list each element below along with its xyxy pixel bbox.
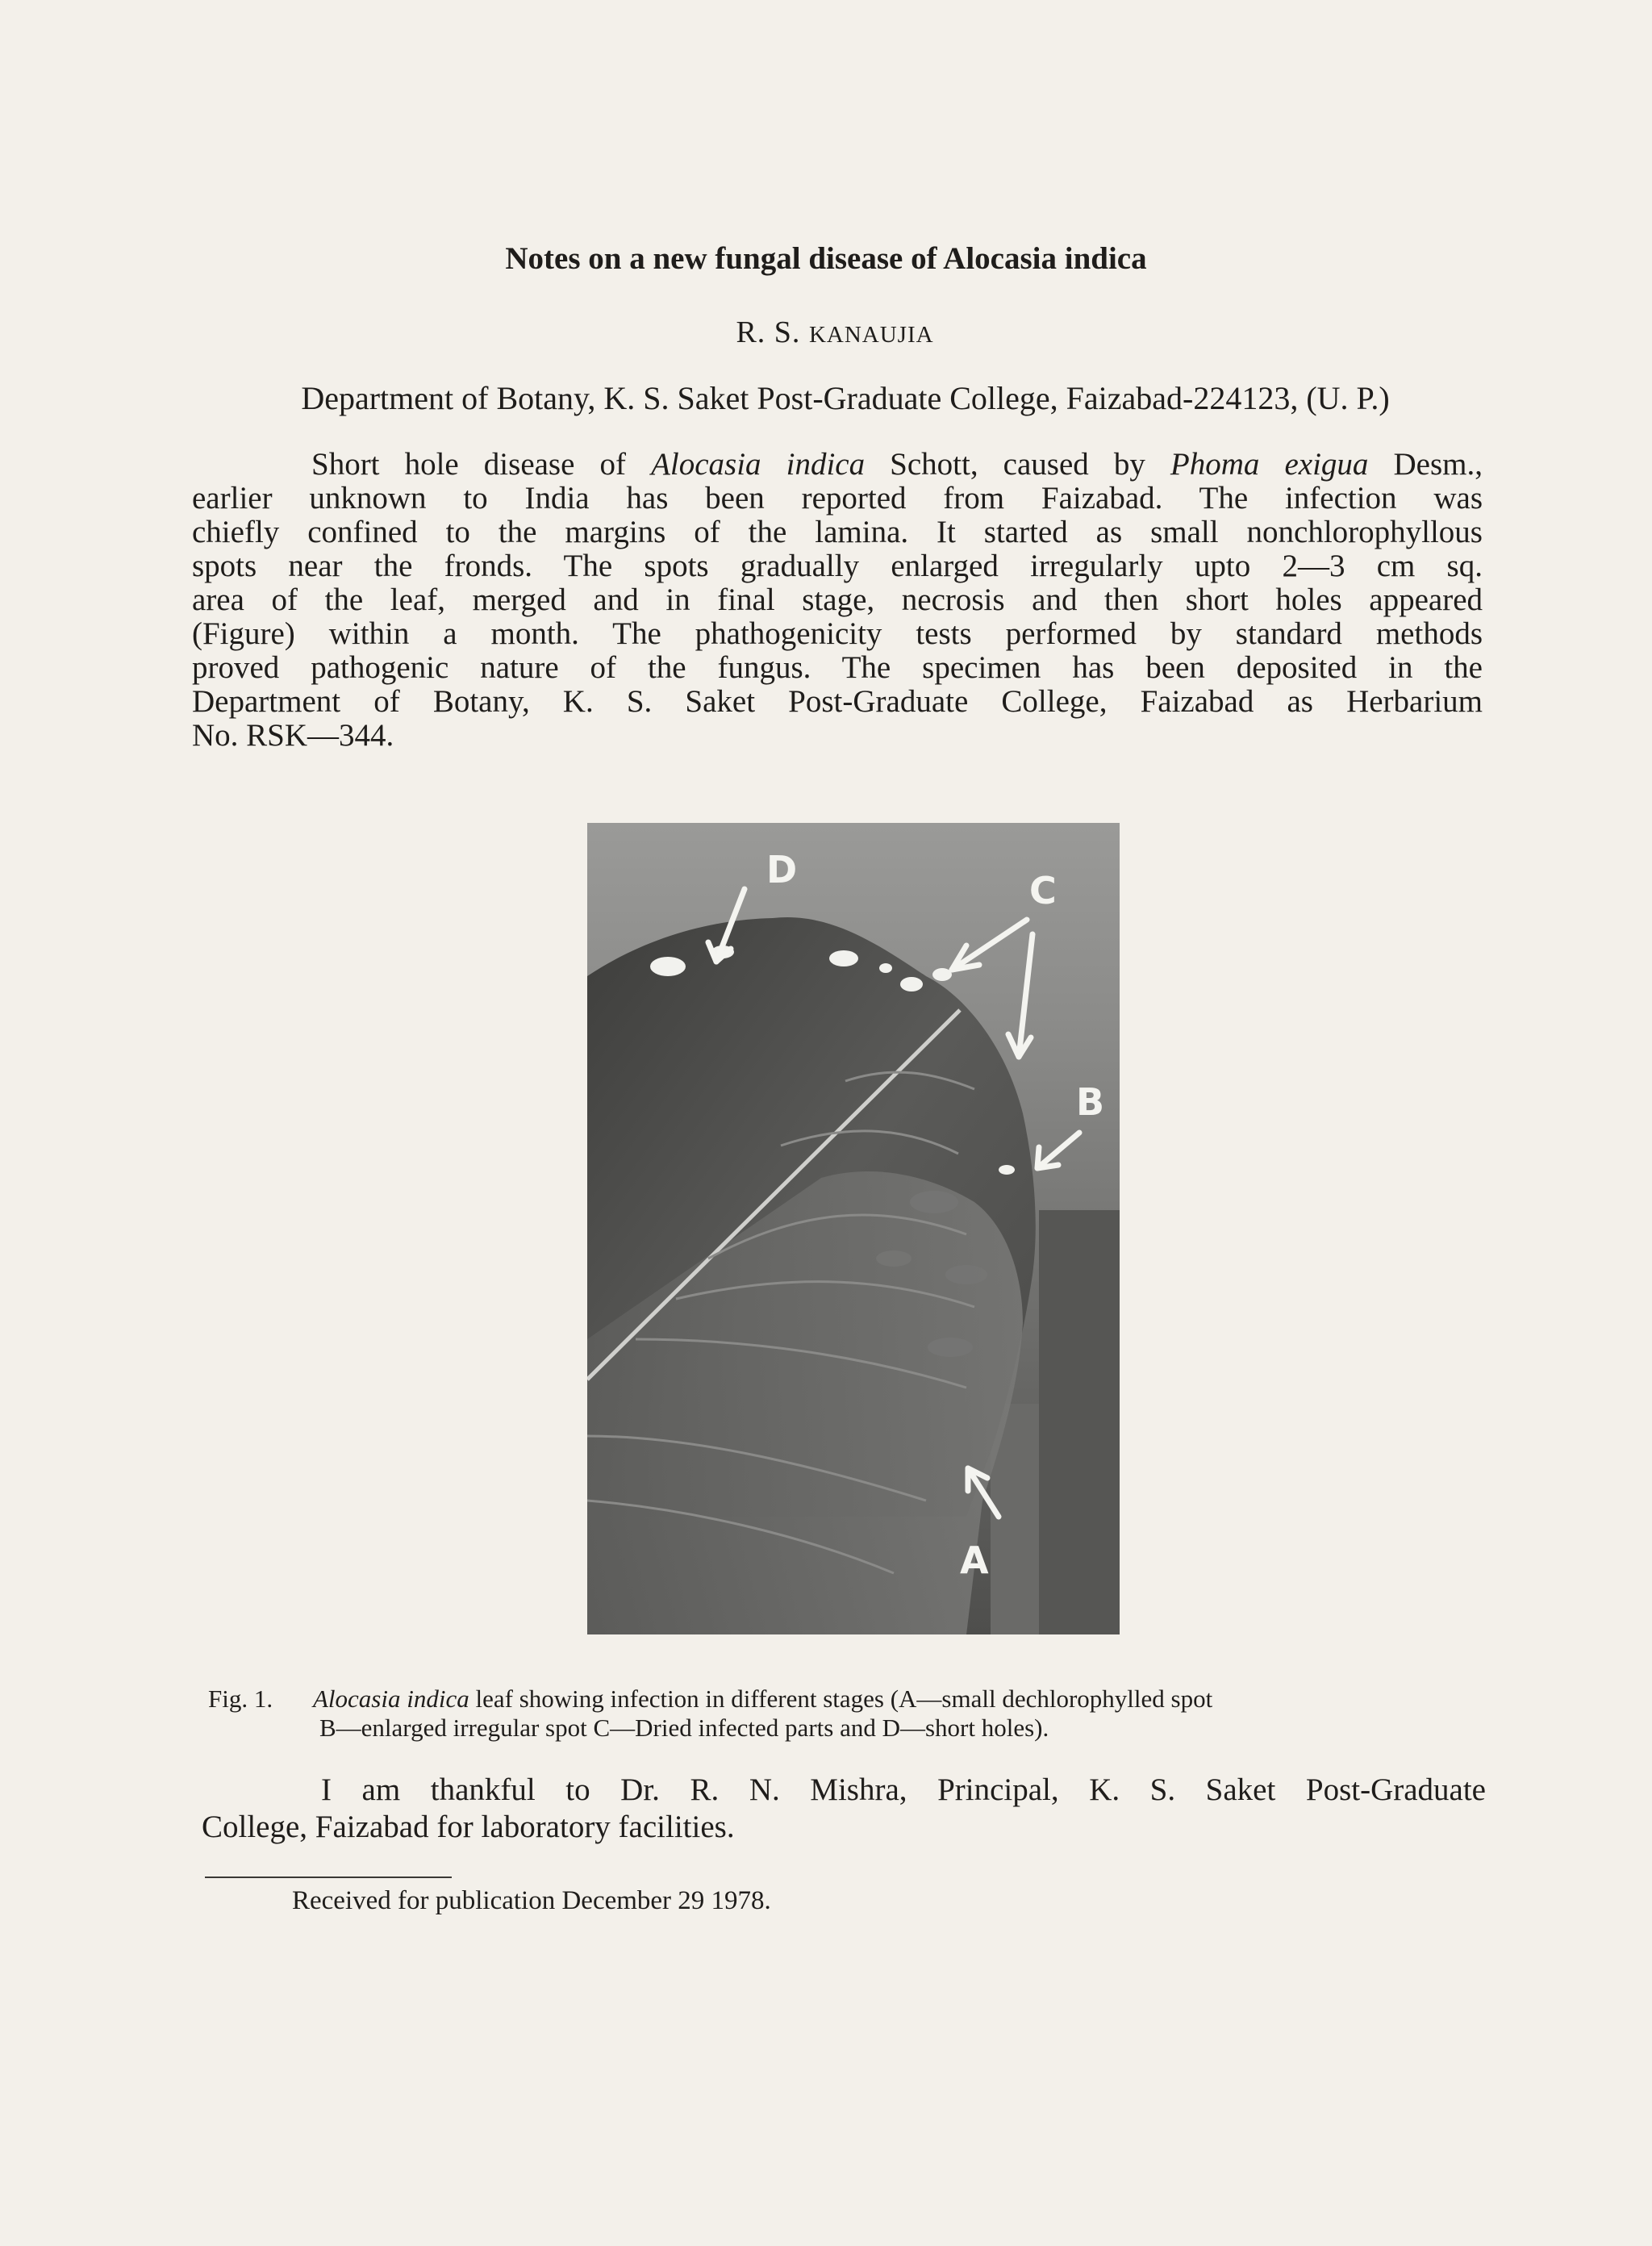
label-c: C (1029, 869, 1057, 912)
received-date-footnote: Received for publication December 29 1978. (292, 1886, 771, 1915)
author-affiliation: Department of Botany, K. S. Saket Post-Graduate College, Faizabad-224123, (U. P.) (301, 380, 1390, 416)
species-name: Alocasia indica (651, 447, 866, 482)
leaf-photo-svg (587, 823, 1120, 1634)
author-name (0, 315, 1652, 350)
ack-line-2: College, Faizabad for laboratory facilities. (202, 1810, 735, 1844)
author-initials: R. S. (736, 315, 809, 349)
footnote-rule (205, 1877, 452, 1878)
body-paragraph (192, 448, 1483, 753)
author-surname: KANAUJIA (808, 322, 934, 348)
body-line-9: No. RSK—344. (192, 718, 394, 753)
caption-line-1 (208, 1684, 1499, 1714)
body-line-6: (Figure) within a month. The phathogenicity tests performed by standard methods (192, 616, 1483, 651)
caption-species: Alocasia indica (313, 1684, 469, 1713)
label-d: D (766, 848, 798, 891)
body-line-4: spots near the fronds. The spots gradually enlarged irregularly upto 2—3 cm sq. (192, 549, 1483, 583)
body-line-3: chiefly confined to the margins of the lamina. It started as small nonchlorophyllous (192, 515, 1483, 549)
figure-caption (208, 1684, 1499, 1743)
label-a: A (960, 1538, 989, 1582)
caption-text-1: leaf showing infection in different stages (A—small dechlorophylled spot (469, 1684, 1213, 1713)
body-line-1 (192, 448, 1483, 482)
body-line-2: earlier unknown to India has been reported from Faizabad. The infection was (192, 481, 1483, 516)
body-text: Schott, caused by (865, 447, 1170, 482)
label-b: B (1076, 1080, 1105, 1124)
figure-label: Fig. 1. (208, 1684, 273, 1713)
body-text: Desm., (1368, 447, 1483, 482)
acknowledgement (202, 1772, 1486, 1846)
ack-line-1: I am thankful to Dr. R. N. Mishra, Principal, K. S. Saket Post-Graduate (321, 1772, 1486, 1807)
body-text: Short hole disease of (311, 447, 652, 482)
body-line-8: Department of Botany, K. S. Saket Post-Graduate College, Faizabad as Herbarium (192, 684, 1483, 719)
body-line-7: proved pathogenic nature of the fungus. The specimen has been deposited in the (192, 650, 1483, 685)
leaf-photograph (587, 823, 1120, 1634)
article-title: Notes on a new fungal disease of Alocasia indica (505, 241, 1147, 276)
body-line-5: area of the leaf, merged and in final stage, necrosis and then short holes appeared (192, 582, 1483, 617)
fungus-name: Phoma exigua (1170, 447, 1369, 482)
caption-line-2: B—enlarged irregular spot C—Dried infected parts and D—short holes). (319, 1714, 1049, 1742)
